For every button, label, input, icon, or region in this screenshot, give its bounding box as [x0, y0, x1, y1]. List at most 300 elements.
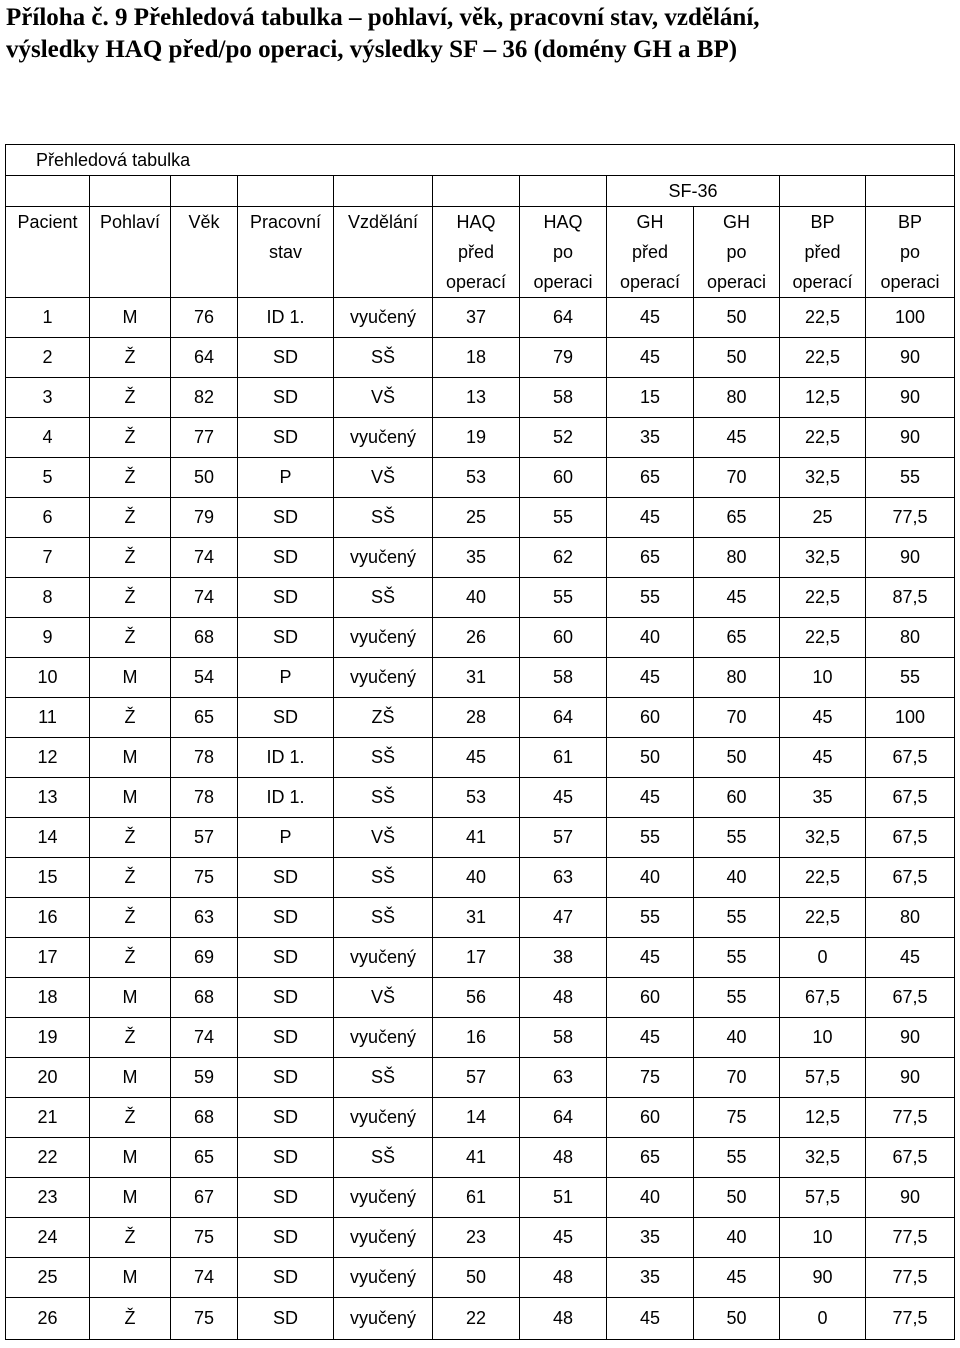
table-cell: 50	[607, 738, 694, 778]
table-cell: 56	[433, 978, 520, 1018]
table-cell: 70	[694, 458, 780, 498]
header-blank-cell	[171, 176, 238, 207]
table-cell: VŠ	[334, 378, 433, 418]
table-row	[6, 618, 955, 658]
table-cell: 53	[433, 778, 520, 818]
table-cell: SD	[238, 338, 334, 378]
table-cell: ID 1.	[238, 778, 334, 818]
table-cell: 14	[6, 818, 90, 858]
table-cell: 25	[6, 1258, 90, 1298]
table-cell: 80	[694, 538, 780, 578]
table-cell: 78	[171, 778, 238, 818]
table-cell: Ž	[90, 418, 171, 458]
table-cell: vyučený	[334, 1098, 433, 1138]
table-cell: 55	[607, 898, 694, 938]
table-cell: 26	[433, 618, 520, 658]
table-cell: 55	[694, 978, 780, 1018]
table-cell: 90	[866, 1018, 955, 1058]
table-cell: 2	[6, 338, 90, 378]
table-cell: 50	[694, 298, 780, 338]
table-cell: vyučený	[334, 658, 433, 698]
table-cell: 4	[6, 418, 90, 458]
header-cell: po	[694, 237, 780, 267]
table-cell: 45	[607, 338, 694, 378]
table-cell: Ž	[90, 1098, 171, 1138]
table-cell: 57	[171, 818, 238, 858]
table-row	[6, 698, 955, 738]
table-cell: 80	[694, 378, 780, 418]
table-row	[6, 1018, 955, 1058]
table-cell: 80	[866, 898, 955, 938]
table-cell: 77	[171, 418, 238, 458]
overview-table	[5, 144, 955, 1340]
header-cell: Vzdělání	[334, 207, 433, 238]
header-cell	[6, 267, 90, 298]
table-cell: SD	[238, 418, 334, 458]
table-cell: 70	[694, 1058, 780, 1098]
table-cell: SD	[238, 978, 334, 1018]
table-cell: 45	[607, 298, 694, 338]
table-cell: 40	[433, 578, 520, 618]
table-cell: 31	[433, 658, 520, 698]
table-cell: SŠ	[334, 898, 433, 938]
table-cell: 68	[171, 1098, 238, 1138]
header-cell: stav	[238, 237, 334, 267]
table-cell: 77,5	[866, 1098, 955, 1138]
table-cell: 75	[171, 858, 238, 898]
table-cell: 65	[171, 698, 238, 738]
table-row	[6, 1058, 955, 1098]
table-cell: 67,5	[866, 778, 955, 818]
table-cell: SD	[238, 1218, 334, 1258]
table-cell: SD	[238, 898, 334, 938]
table-cell: Ž	[90, 498, 171, 538]
table-cell: 55	[520, 578, 607, 618]
table-row	[6, 1098, 955, 1138]
table-cell: 60	[607, 1098, 694, 1138]
table-cell: 57,5	[780, 1058, 866, 1098]
table-cell: 57	[433, 1058, 520, 1098]
table-cell: vyučený	[334, 418, 433, 458]
table-cell: 9	[6, 618, 90, 658]
table-cell: SD	[238, 1178, 334, 1218]
table-cell: 51	[520, 1178, 607, 1218]
table-cell: 10	[6, 658, 90, 698]
table-cell: 16	[6, 898, 90, 938]
title-line-2: výsledky HAQ před/po operaci, výsledky SF – 36 (domény GH a BP)	[6, 36, 738, 63]
table-cell: 57,5	[780, 1178, 866, 1218]
table-cell: 77,5	[866, 1258, 955, 1298]
table-cell: 55	[694, 818, 780, 858]
header-cell	[171, 237, 238, 267]
header-cell: BP	[780, 207, 866, 238]
table-cell: vyučený	[334, 1218, 433, 1258]
table-cell: Ž	[90, 898, 171, 938]
table-cell: 1	[6, 298, 90, 338]
table-cell: 60	[694, 778, 780, 818]
table-cell: 40	[694, 858, 780, 898]
table-cell: 21	[6, 1098, 90, 1138]
table-cell: 55	[694, 1138, 780, 1178]
table-cell: Ž	[90, 458, 171, 498]
table-cell: SD	[238, 618, 334, 658]
table-cell: 58	[520, 658, 607, 698]
table-cell: 47	[520, 898, 607, 938]
table-cell: 12	[6, 738, 90, 778]
table-cell: vyučený	[334, 1298, 433, 1340]
table-cell: 22,5	[780, 338, 866, 378]
table-row	[6, 858, 955, 898]
table-cell: 22	[6, 1138, 90, 1178]
table-cell: SŠ	[334, 738, 433, 778]
table-cell: SD	[238, 498, 334, 538]
table-cell: 41	[433, 818, 520, 858]
header-cell: Věk	[171, 207, 238, 238]
table-cell: 35	[607, 1218, 694, 1258]
table-cell: SŠ	[334, 338, 433, 378]
table-cell: 41	[433, 1138, 520, 1178]
table-cell: 50	[694, 1178, 780, 1218]
table-cell: 48	[520, 1258, 607, 1298]
table-cell: 7	[6, 538, 90, 578]
table-cell: 100	[866, 698, 955, 738]
table-cell: 0	[780, 1298, 866, 1340]
table-cell: M	[90, 778, 171, 818]
table-cell: 74	[171, 538, 238, 578]
table-cell: SD	[238, 698, 334, 738]
table-cell: 12,5	[780, 378, 866, 418]
table-cell: 90	[866, 378, 955, 418]
table-cell: 77,5	[866, 498, 955, 538]
table-cell: 65	[694, 618, 780, 658]
table-cell: 55	[866, 458, 955, 498]
table-cell: SŠ	[334, 778, 433, 818]
table-cell: 62	[520, 538, 607, 578]
table-cell: 45	[520, 778, 607, 818]
header-cell: operací	[607, 267, 694, 298]
table-cell: 32,5	[780, 1138, 866, 1178]
header-cell	[238, 267, 334, 298]
table-cell: 70	[694, 698, 780, 738]
table-cell: 18	[433, 338, 520, 378]
table-cell: M	[90, 1178, 171, 1218]
table-cell: 100	[866, 298, 955, 338]
table-cell: 3	[6, 378, 90, 418]
table-cell: VŠ	[334, 978, 433, 1018]
table-cell: 50	[694, 1298, 780, 1340]
header-cell: před	[433, 237, 520, 267]
table-row	[6, 298, 955, 338]
table-cell: 15	[6, 858, 90, 898]
table-cell: 45	[694, 1258, 780, 1298]
header-cell: HAQ	[433, 207, 520, 238]
table-row	[6, 658, 955, 698]
table-cell: Ž	[90, 578, 171, 618]
table-cell: 67,5	[866, 818, 955, 858]
table-cell: 77,5	[866, 1218, 955, 1258]
table-cell: 77,5	[866, 1298, 955, 1340]
table-cell: Ž	[90, 378, 171, 418]
table-cell: 40	[694, 1018, 780, 1058]
table-cell: 45	[694, 578, 780, 618]
title-line-1: Příloha č. 9 Přehledová tabulka – pohlaví, věk, pracovní stav, vzdělání,	[6, 4, 760, 31]
table-cell: 50	[171, 458, 238, 498]
table-cell: 59	[171, 1058, 238, 1098]
table-cell: 23	[433, 1218, 520, 1258]
table-cell: 45	[607, 1018, 694, 1058]
table-cell: 45	[607, 778, 694, 818]
table-row	[6, 778, 955, 818]
table-cell: 90	[780, 1258, 866, 1298]
table-cell: Ž	[90, 618, 171, 658]
table-cell: 10	[780, 658, 866, 698]
table-cell: 74	[171, 1018, 238, 1058]
table-cell: 65	[607, 538, 694, 578]
table-cell: 61	[433, 1178, 520, 1218]
table-cell: 45	[866, 938, 955, 978]
table-cell: P	[238, 458, 334, 498]
header-blank-cell	[90, 176, 171, 207]
table-cell: SD	[238, 578, 334, 618]
table-cell: 26	[6, 1298, 90, 1340]
table-cell: 63	[520, 858, 607, 898]
table-cell: 68	[171, 618, 238, 658]
table-cell: 65	[607, 1138, 694, 1178]
header-cell: Pracovní	[238, 207, 334, 238]
table-cell: 87,5	[866, 578, 955, 618]
table-row	[6, 898, 955, 938]
header-cell: operací	[780, 267, 866, 298]
table-cell: M	[90, 298, 171, 338]
header-blank-cell	[866, 176, 955, 207]
table-cell: 35	[607, 1258, 694, 1298]
table-cell: 50	[694, 738, 780, 778]
table-cell: 67,5	[866, 978, 955, 1018]
table-cell: 50	[433, 1258, 520, 1298]
header-cell: BP	[866, 207, 955, 238]
table-cell: SD	[238, 1258, 334, 1298]
table-cell: 32,5	[780, 818, 866, 858]
table-cell: 45	[607, 658, 694, 698]
table-row	[6, 338, 955, 378]
table-cell: 74	[171, 1258, 238, 1298]
table-cell: 48	[520, 1138, 607, 1178]
table-cell: 64	[171, 338, 238, 378]
table-cell: SD	[238, 1018, 334, 1058]
table-cell: 31	[433, 898, 520, 938]
table-cell: 55	[694, 898, 780, 938]
table-cell: 45	[433, 738, 520, 778]
table-cell: 45	[694, 418, 780, 458]
header-cell: operaci	[866, 267, 955, 298]
table-cell: vyučený	[334, 1258, 433, 1298]
table-cell: 75	[171, 1298, 238, 1340]
table-cell: 48	[520, 978, 607, 1018]
table-row	[6, 458, 955, 498]
table-cell: SŠ	[334, 498, 433, 538]
header-blank-cell	[334, 176, 433, 207]
table-cell: 13	[6, 778, 90, 818]
table-cell: 78	[171, 738, 238, 778]
table-cell: 6	[6, 498, 90, 538]
table-cell: 64	[520, 298, 607, 338]
table-cell: Ž	[90, 698, 171, 738]
header-cell: GH	[607, 207, 694, 238]
table-row	[6, 418, 955, 458]
table-cell: vyučený	[334, 1018, 433, 1058]
table-cell: 65	[171, 1138, 238, 1178]
table-row	[6, 738, 955, 778]
table-cell: 25	[780, 498, 866, 538]
header-cell: před	[607, 237, 694, 267]
table-cell: 25	[433, 498, 520, 538]
table-cell: 90	[866, 338, 955, 378]
header-row-1	[6, 207, 955, 238]
table-cell: 79	[171, 498, 238, 538]
table-cell: Ž	[90, 818, 171, 858]
table-cell: 19	[433, 418, 520, 458]
table-cell: 67,5	[866, 1138, 955, 1178]
table-cell: 55	[866, 658, 955, 698]
table-cell: 75	[694, 1098, 780, 1138]
table-cell: 18	[6, 978, 90, 1018]
table-cell: 22,5	[780, 418, 866, 458]
table-cell: 24	[6, 1218, 90, 1258]
table-cell: M	[90, 978, 171, 1018]
table-row	[6, 818, 955, 858]
table-cell: 16	[433, 1018, 520, 1058]
table-cell: vyučený	[334, 538, 433, 578]
table-cell: 90	[866, 1058, 955, 1098]
header-cell	[334, 237, 433, 267]
table-cell: 19	[6, 1018, 90, 1058]
header-cell: operaci	[694, 267, 780, 298]
table-cell: 75	[171, 1218, 238, 1258]
header-cell: GH	[694, 207, 780, 238]
table-cell: 22,5	[780, 858, 866, 898]
table-cell: 55	[520, 498, 607, 538]
table-cell: SD	[238, 1058, 334, 1098]
table-cell: 32,5	[780, 458, 866, 498]
header-cell	[334, 267, 433, 298]
table-cell: 22,5	[780, 898, 866, 938]
table-cell: M	[90, 658, 171, 698]
table-cell: 48	[520, 1298, 607, 1340]
table-row	[6, 578, 955, 618]
table-cell: Ž	[90, 938, 171, 978]
page-title	[6, 2, 956, 66]
table-cell: 35	[433, 538, 520, 578]
header-cell	[171, 267, 238, 298]
header-cell	[6, 237, 90, 267]
header-cell: po	[520, 237, 607, 267]
table-cell: 53	[433, 458, 520, 498]
table-cell: SD	[238, 1298, 334, 1340]
header-cell: HAQ	[520, 207, 607, 238]
table-cell: 58	[520, 1018, 607, 1058]
table-cell: 69	[171, 938, 238, 978]
header-row-2	[6, 237, 955, 267]
table-cell: 40	[433, 858, 520, 898]
table-cell: 79	[520, 338, 607, 378]
table-row	[6, 938, 955, 978]
table-cell: 15	[607, 378, 694, 418]
table-cell: 60	[520, 458, 607, 498]
table-cell: 45	[520, 1218, 607, 1258]
table-cell: 90	[866, 538, 955, 578]
header-blank-cell	[6, 176, 90, 207]
table-cell: 67,5	[780, 978, 866, 1018]
table-cell: 50	[694, 338, 780, 378]
table-cell: 45	[780, 738, 866, 778]
table-cell: 75	[607, 1058, 694, 1098]
table-cell: SŠ	[334, 578, 433, 618]
header-cell: Pohlaví	[90, 207, 171, 238]
table-cell: 55	[607, 578, 694, 618]
table-cell: 60	[607, 978, 694, 1018]
table-cell: 67	[171, 1178, 238, 1218]
table-cell: 40	[607, 858, 694, 898]
table-cell: 65	[607, 458, 694, 498]
table-cell: 10	[780, 1218, 866, 1258]
table-cell: 80	[694, 658, 780, 698]
table-cell: Ž	[90, 1218, 171, 1258]
table-cell: 37	[433, 298, 520, 338]
table-cell: 32,5	[780, 538, 866, 578]
table-cell: P	[238, 658, 334, 698]
table-cell: M	[90, 1058, 171, 1098]
table-cell: 55	[607, 818, 694, 858]
header-blank-cell	[238, 176, 334, 207]
table-cell: 90	[866, 418, 955, 458]
table-cell: 22,5	[780, 578, 866, 618]
table-cell: 76	[171, 298, 238, 338]
table-cell: 10	[780, 1018, 866, 1058]
table-cell: Ž	[90, 338, 171, 378]
table-cell: 63	[520, 1058, 607, 1098]
table-cell: 0	[780, 938, 866, 978]
table-cell: Ž	[90, 538, 171, 578]
table-cell: SŠ	[334, 1138, 433, 1178]
table-cell: vyučený	[334, 618, 433, 658]
table-row	[6, 498, 955, 538]
table-cell: 45	[607, 1298, 694, 1340]
header-blank-cell	[520, 176, 607, 207]
header-blank-cell	[433, 176, 520, 207]
table-cell: 22,5	[780, 298, 866, 338]
table-body	[6, 298, 955, 1340]
table-cell: 35	[607, 418, 694, 458]
table-row	[6, 978, 955, 1018]
header-row-3	[6, 267, 955, 298]
table-cell: 23	[6, 1178, 90, 1218]
table-cell: 64	[520, 698, 607, 738]
table-cell: SD	[238, 938, 334, 978]
table-cell: 80	[866, 618, 955, 658]
table-cell: M	[90, 738, 171, 778]
table-cell: 64	[520, 1098, 607, 1138]
table-row	[6, 538, 955, 578]
table-cell: Ž	[90, 1298, 171, 1340]
table-cell: 12,5	[780, 1098, 866, 1138]
table-cell: 58	[520, 378, 607, 418]
group-header-row	[6, 176, 955, 207]
table-cell: 57	[520, 818, 607, 858]
table-cell: 20	[6, 1058, 90, 1098]
table-cell: 8	[6, 578, 90, 618]
table-cell: 40	[607, 618, 694, 658]
table-cell: ID 1.	[238, 738, 334, 778]
